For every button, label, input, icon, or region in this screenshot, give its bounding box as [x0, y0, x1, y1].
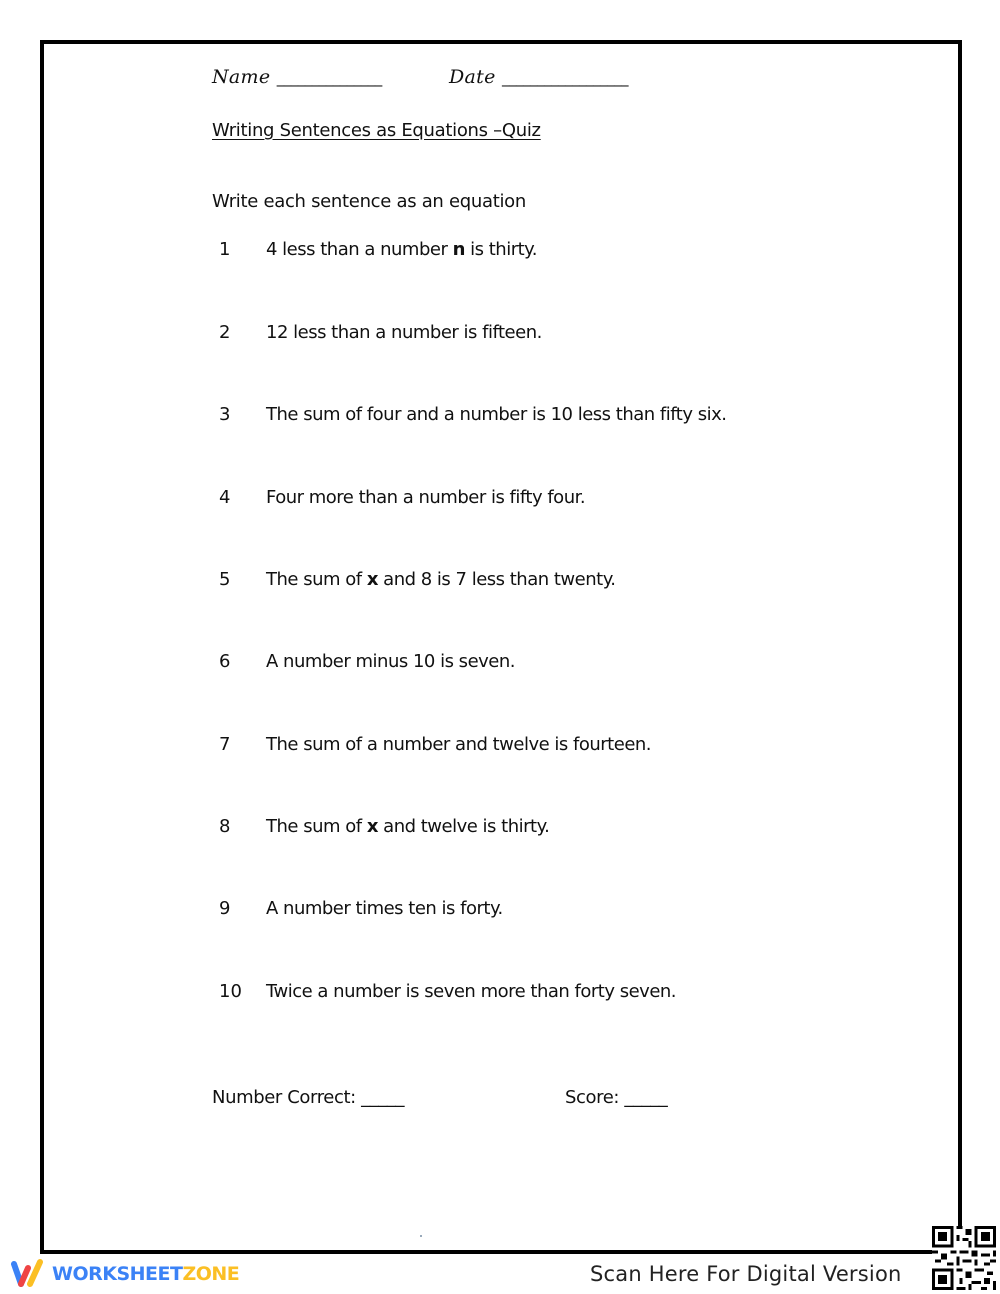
page-title: Writing Sentences as Equations –Quiz: [212, 120, 541, 141]
question-number: 2: [219, 322, 231, 343]
question-text-part: The sum of a number and twelve is fourteen.: [266, 734, 652, 755]
question-text-part: The sum of four and a number is 10 less than fifty six.: [266, 404, 727, 425]
question-text: [266, 651, 515, 672]
question-text: [266, 981, 676, 1002]
question-text: [266, 239, 537, 260]
number-correct: Number Correct: _____: [212, 1087, 405, 1108]
question-number: 8: [219, 816, 231, 837]
score: Score: _____: [565, 1087, 668, 1108]
question-text: [266, 322, 542, 343]
question-number: 6: [219, 651, 231, 672]
worksheetzone-logo-icon: [8, 1258, 48, 1290]
name-blank: _______________: [276, 69, 382, 87]
logo-word-zone: ZONE: [182, 1263, 240, 1285]
question-text-part: Twice a number is seven more than forty seven.: [266, 981, 677, 1002]
question-text: [266, 404, 726, 425]
question-text-part: A number times ten is forty.: [266, 898, 503, 919]
question-number: 5: [219, 569, 231, 590]
question-text-part: and twelve is thirty.: [377, 816, 550, 837]
question-variable: n: [452, 239, 465, 260]
worksheetzone-logo[interactable]: [8, 1258, 239, 1290]
instructions: Write each sentence as an equation: [212, 191, 526, 212]
question-variable: x: [366, 816, 378, 837]
question-text: [266, 816, 549, 837]
question-number: 9: [219, 898, 231, 919]
name-label: Name: [212, 66, 271, 88]
question-text: [266, 898, 503, 919]
question-text-part: 4 less than a number: [266, 239, 453, 260]
question-number: 4: [219, 487, 231, 508]
question-text: [266, 487, 585, 508]
question-number: 1: [219, 239, 231, 260]
qr-code-icon[interactable]: [932, 1226, 996, 1290]
name-field[interactable]: [212, 66, 382, 88]
question-text-part: A number minus 10 is seven.: [266, 651, 515, 672]
worksheet-border: [40, 40, 962, 1254]
question-text-part: The sum of: [266, 569, 367, 590]
question-number: 7: [219, 734, 231, 755]
question-text-part: 12 less than a number is fifteen.: [266, 322, 542, 343]
question-text-part: The sum of: [266, 816, 367, 837]
logo-word-worksheet: WORKSHEET: [52, 1263, 183, 1285]
question-text-part: and 8 is 7 less than twenty.: [377, 569, 616, 590]
stray-mark: [420, 1235, 422, 1237]
logo-text: [52, 1263, 239, 1285]
date-label: Date: [449, 66, 496, 88]
date-field[interactable]: [449, 66, 628, 88]
question-variable: x: [366, 569, 378, 590]
date-blank: __________________: [501, 69, 628, 87]
question-text-part: is thirty.: [464, 239, 537, 260]
question-text-part: Four more than a number is fifty four.: [266, 487, 586, 508]
scan-text: Scan Here For Digital Version: [590, 1262, 902, 1286]
question-number: 3: [219, 404, 231, 425]
question-text: [266, 734, 651, 755]
question-number: 10: [219, 981, 242, 1002]
question-text: [266, 569, 616, 590]
